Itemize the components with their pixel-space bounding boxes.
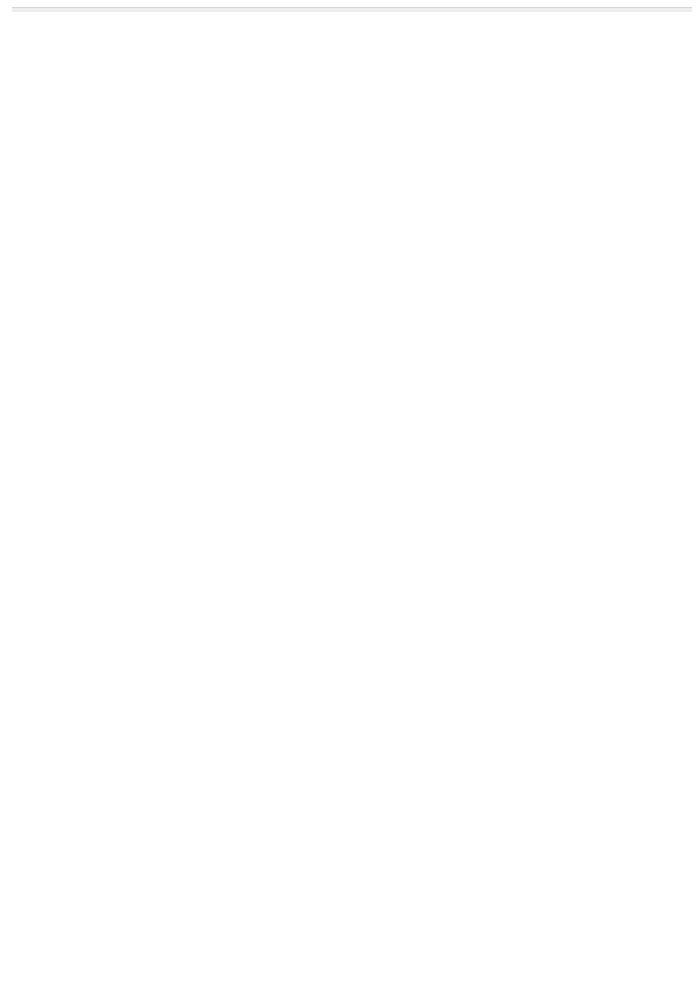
comparison-page: [0, 0, 700, 12]
next-element-cutoff: [12, 7, 692, 12]
